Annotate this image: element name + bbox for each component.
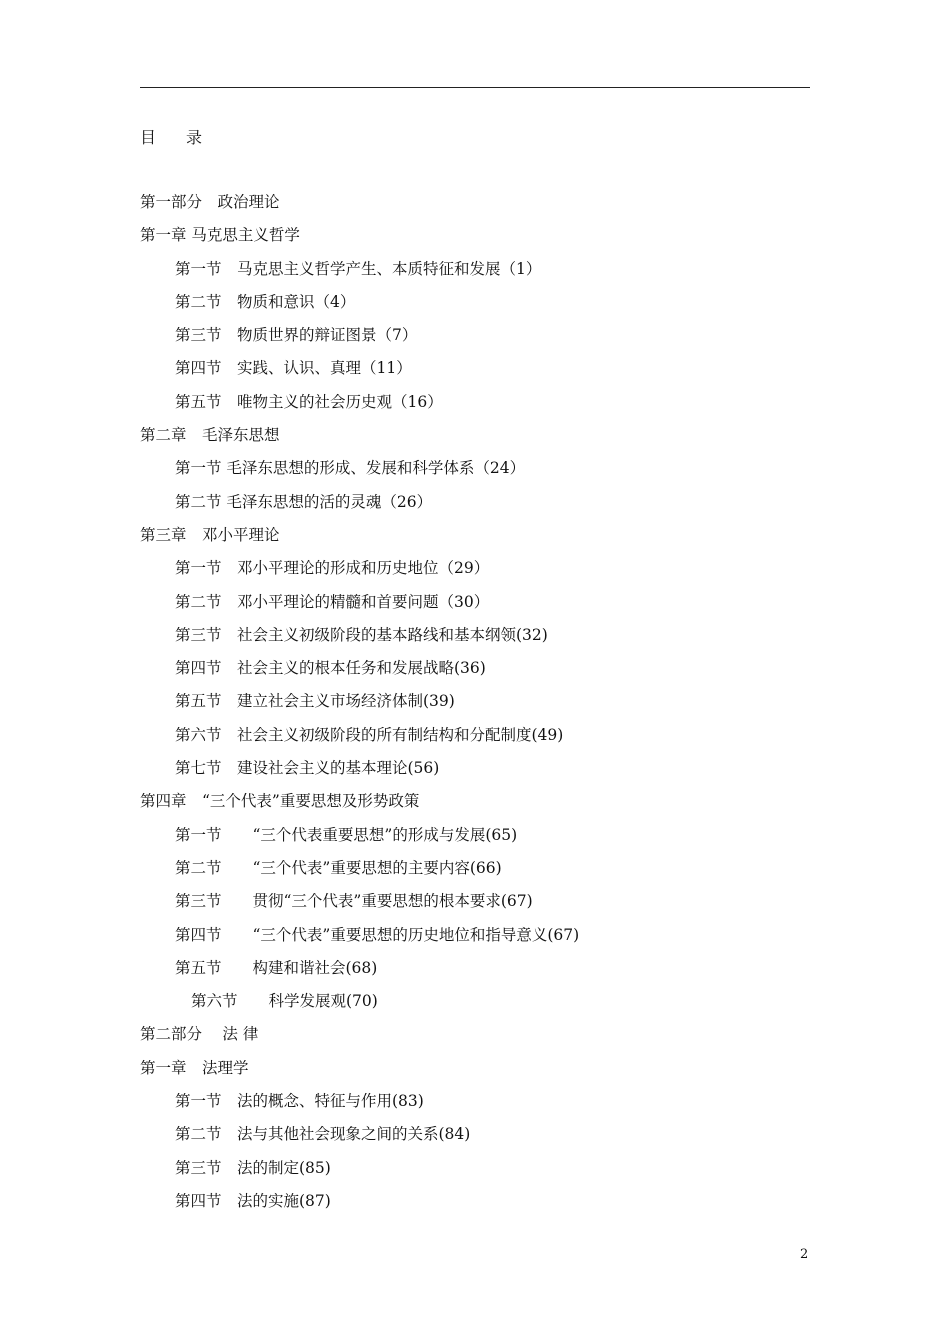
toc-subsection-entry: 第一节 “三个代表重要思想”的形成与发展(65) — [175, 825, 518, 844]
toc-subsection-entry: 第四节 “三个代表”重要思想的历史地位和指导意义(67) — [175, 925, 580, 944]
toc-subsection-entry: 第三节 物质世界的辩证图景（7） — [175, 326, 418, 345]
toc-subsection-entry: 第六节 科学发展观(70) — [191, 992, 378, 1011]
toc-subsection-entry: 第五节 构建和谐社会(68) — [175, 958, 378, 977]
toc-heading-left: 目 — [140, 128, 157, 147]
toc-section-entry: 第一章 马克思主义哲学 — [140, 226, 300, 245]
page-number: 2 — [800, 1247, 809, 1262]
toc-heading-right: 录 — [186, 128, 203, 147]
toc-section-entry: 第三章 邓小平理论 — [140, 525, 280, 544]
toc-subsection-entry: 第五节 建立社会主义市场经济体制(39) — [175, 692, 455, 711]
toc-subsection-entry: 第三节 法的制定(85) — [175, 1158, 331, 1177]
toc-subsection-entry: 第二节 邓小平理论的精髓和首要问题（30） — [175, 592, 490, 611]
toc-subsection-entry: 第四节 社会主义的根本任务和发展战略(36) — [175, 659, 486, 678]
toc-subsection-entry: 第二节 “三个代表”重要思想的主要内容(66) — [175, 858, 502, 877]
toc-subsection-entry: 第四节 实践、认识、真理（11） — [175, 359, 412, 378]
toc-subsection-entry: 第四节 法的实施(87) — [175, 1191, 331, 1210]
toc-section-entry: 第二章 毛泽东思想 — [140, 426, 280, 445]
toc-subsection-entry: 第二节 毛泽东思想的活的灵魂（26） — [175, 492, 433, 511]
toc-subsection-entry: 第二节 物质和意识（4） — [175, 292, 356, 311]
header-rule — [140, 87, 810, 88]
toc-subsection-entry: 第六节 社会主义初级阶段的所有制结构和分配制度(49) — [175, 725, 564, 744]
table-of-contents — [140, 186, 820, 1218]
toc-section-entry: 第四章 “三个代表”重要思想及形势政策 — [140, 792, 420, 811]
toc-section-entry: 第二部分 法 律 — [140, 1025, 259, 1044]
toc-section-entry: 第一章 法理学 — [140, 1058, 249, 1077]
toc-subsection-entry: 第二节 法与其他社会现象之间的关系(84) — [175, 1125, 471, 1144]
toc-subsection-entry: 第一节 毛泽东思想的形成、发展和科学体系（24） — [175, 459, 526, 478]
toc-subsection-entry: 第五节 唯物主义的社会历史观（16） — [175, 392, 443, 411]
toc-section-entry: 第一部分 政治理论 — [140, 193, 280, 211]
toc-subsection-entry: 第七节 建设社会主义的基本理论(56) — [175, 759, 440, 778]
toc-subsection-entry: 第一节 法的概念、特征与作用(83) — [175, 1092, 424, 1111]
toc-heading — [140, 125, 202, 148]
toc-subsection-entry: 第三节 社会主义初级阶段的基本路线和基本纲领(32) — [175, 625, 548, 644]
toc-subsection-entry: 第三节 贯彻“三个代表”重要思想的根本要求(67) — [175, 892, 533, 911]
toc-subsection-entry: 第一节 邓小平理论的形成和历史地位（29） — [175, 559, 490, 578]
toc-subsection-entry: 第一节 马克思主义哲学产生、本质特征和发展（1） — [175, 259, 542, 278]
